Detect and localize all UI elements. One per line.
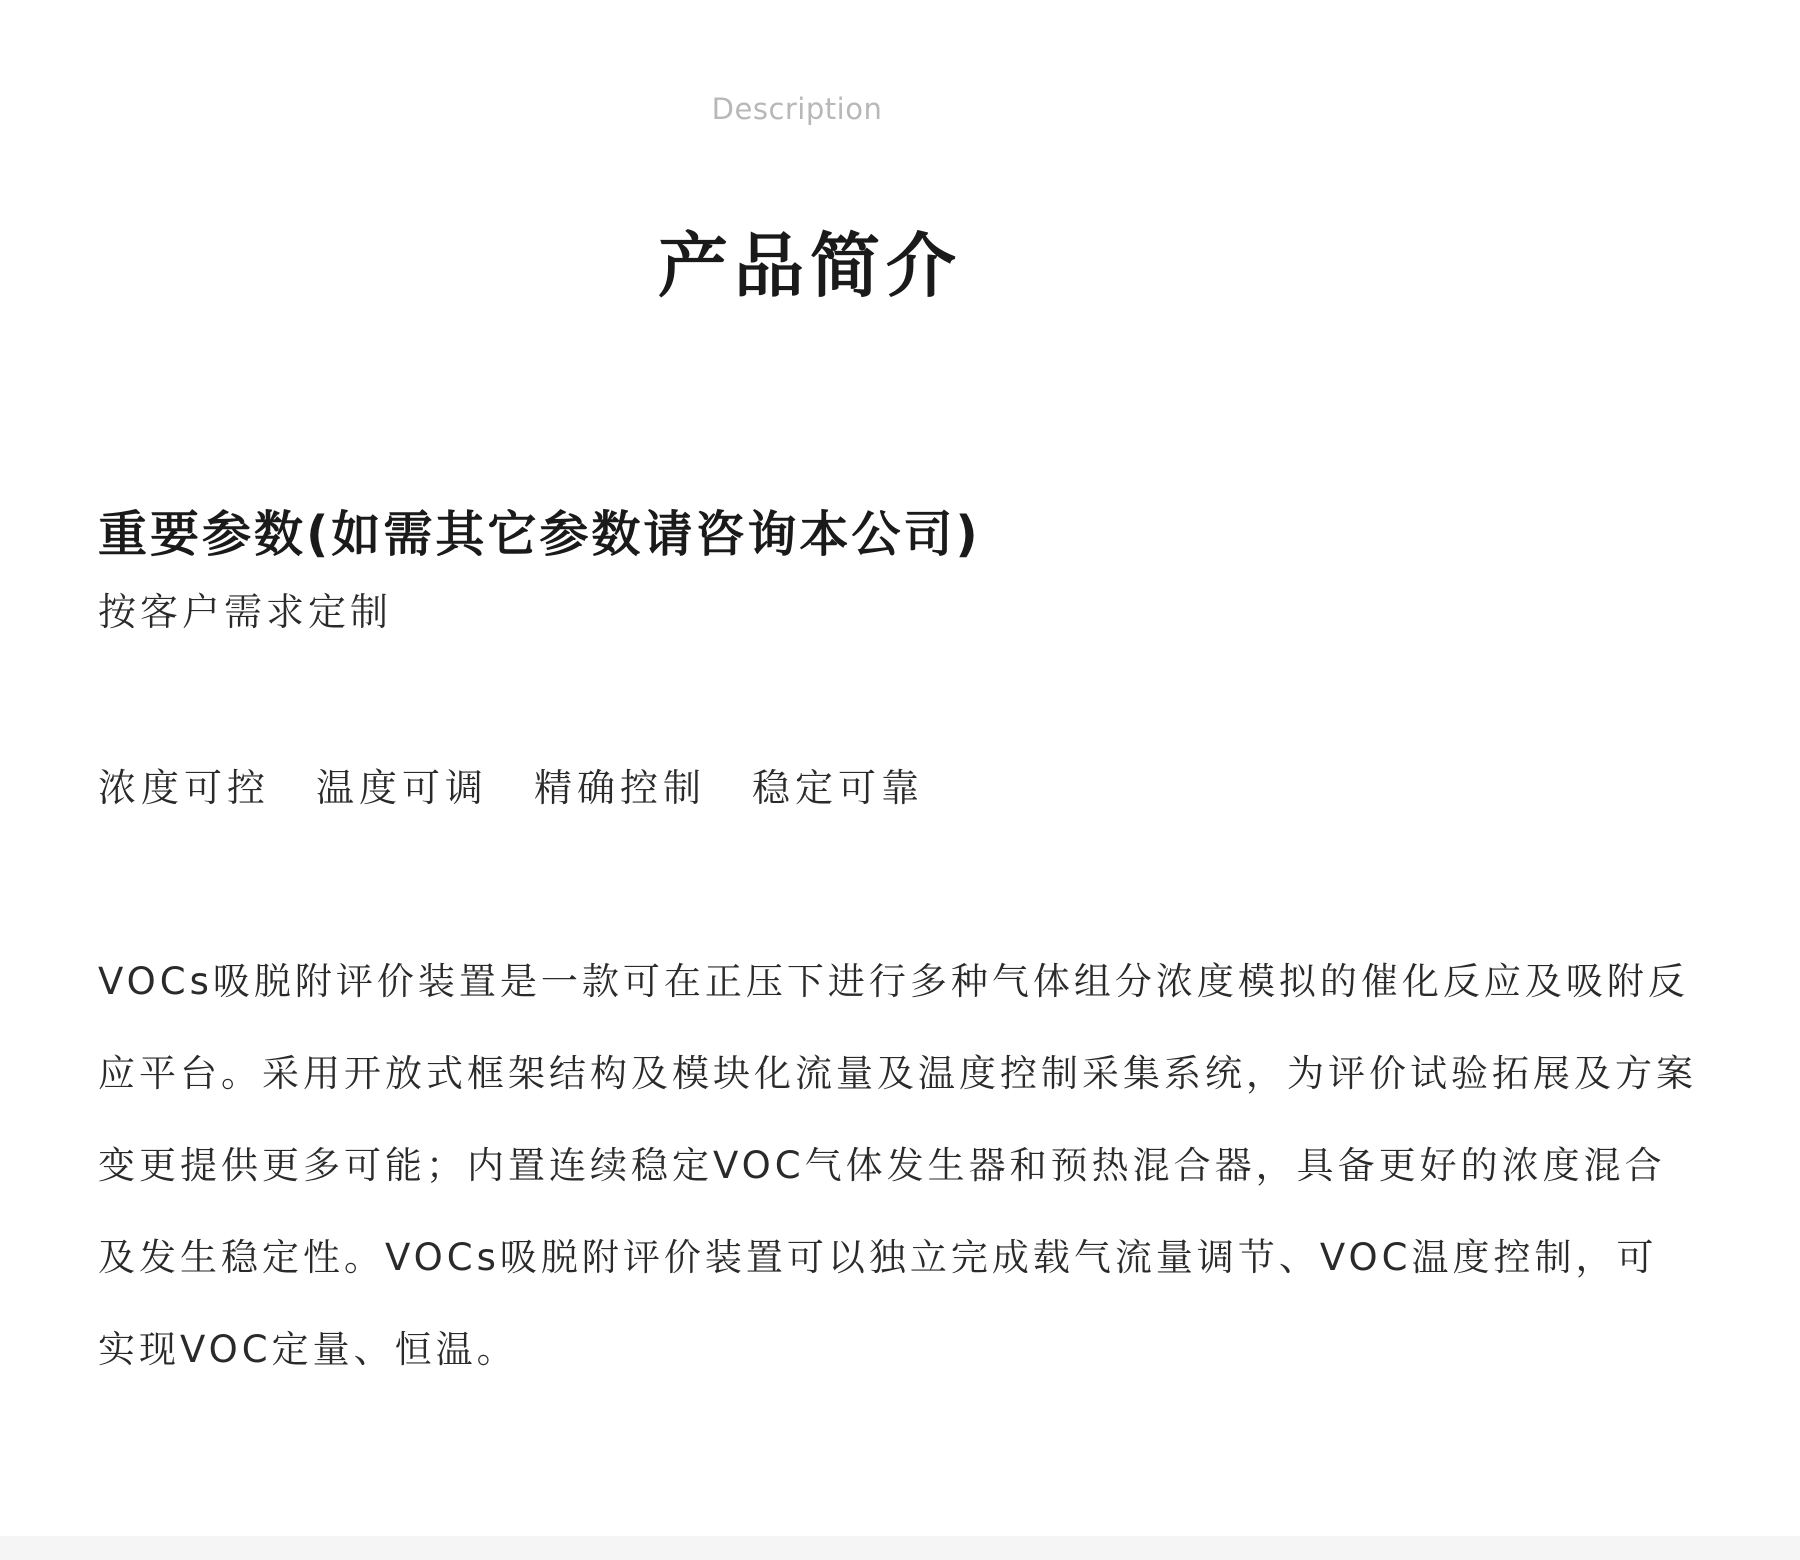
feature-item: 稳定可靠 [752,766,925,810]
feature-item: 精确控制 [534,766,707,810]
page-title: 产品简介 [658,225,962,307]
params-note: 按客户需求定制 [98,590,393,634]
section-eyebrow: Description [711,92,883,126]
feature-list [98,760,1718,816]
feature-item: 浓度可控 [98,766,271,810]
product-description: VOCs吸脱附评价装置是一款可在正压下进行多种气体组分浓度模拟的催化反应及吸附反应平台。采用开放式框架结构及模块化流量及温度控制采集系统，为评价试验拓展及方案变更提供更多可能；内置连续稳定VOC气体发生器和预热混合器，具备更好的浓度混合及发生稳定性。VOCs吸脱附评价装置可以独立完成载气流量调节、VOC温度控制，可实现VOC定量、恒温。 [98,960,1697,1371]
content [98,500,1718,1433]
footer-band [0,1536,1800,1560]
params-heading: 重要参数(如需其它参数请咨询本公司) [98,506,981,563]
feature-item: 温度可调 [316,766,489,810]
